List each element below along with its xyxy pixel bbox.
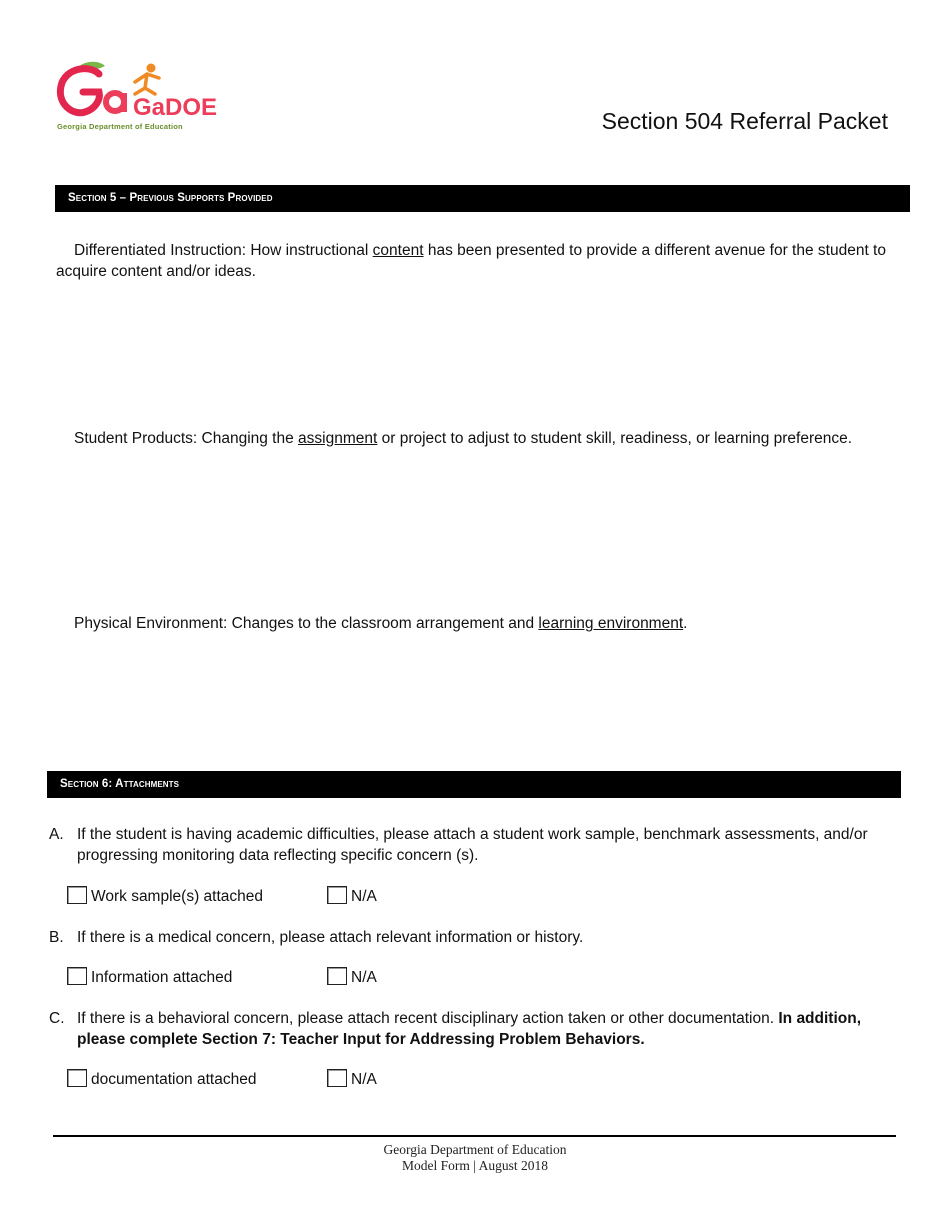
item-c-text	[77, 1008, 892, 1050]
item-b-na-checkbox[interactable]	[327, 967, 347, 985]
information-checkbox-row[interactable]	[67, 967, 232, 988]
environment-post: .	[683, 615, 688, 632]
information-label: Information attached	[91, 969, 233, 986]
item-b-body: If there is a medical concern, please attach relevant information or history.	[77, 929, 584, 946]
item-b-text	[77, 927, 892, 948]
differentiated-instruction-text	[56, 240, 886, 282]
footer-line1: Georgia Department of Education	[383, 1142, 567, 1157]
documentation-checkbox[interactable]	[67, 1069, 87, 1087]
item-a-text	[77, 824, 892, 866]
item-a-na-label: N/A	[351, 888, 377, 905]
content-term: content	[372, 242, 424, 259]
section5-heading: Section 5 – Previous Supports Provided	[55, 185, 910, 212]
products-pre: Student Products: Changing the	[74, 430, 299, 447]
differentiated-post: has been presented to provide a different avenue for the student to acquire content and/or ideas.	[56, 242, 886, 280]
gadoe-logo-mark	[55, 60, 218, 121]
assignment-term: assignment	[298, 430, 378, 447]
student-products-text	[74, 428, 914, 449]
item-b-letter: B.	[49, 929, 64, 946]
item-c-na-label: N/A	[351, 1071, 377, 1088]
documentation-label: documentation attached	[91, 1071, 257, 1088]
item-c-letter: C.	[49, 1010, 65, 1027]
physical-environment-text	[74, 613, 914, 634]
differentiated-pre: Differentiated Instruction: How instructional	[74, 242, 373, 259]
item-a-body: If the student is having academic difficulties, please attach a student work sample, benchmark assessments, and/or progressing monitoring data reflecting specific concern (s).	[77, 826, 868, 864]
document-title: Section 504 Referral Packet	[601, 108, 888, 134]
item-c-na-checkbox[interactable]	[327, 1069, 347, 1087]
item-b-na-checkbox-row[interactable]	[327, 967, 377, 988]
learning-environment-term: learning environment	[538, 615, 684, 632]
item-c-na-checkbox-row[interactable]	[327, 1069, 377, 1090]
work-sample-label: Work sample(s) attached	[91, 888, 263, 905]
products-post: or project to adjust to student skill, readiness, or learning preference.	[377, 430, 853, 447]
logo-text: GaDOE	[133, 94, 218, 121]
item-a-letter: A.	[49, 826, 64, 843]
item-b-na-label: N/A	[351, 969, 377, 986]
gadoe-logo	[55, 58, 218, 136]
item-c-body: If there is a behavioral concern, please attach recent disciplinary action taken or other documentation.	[77, 1010, 779, 1027]
item-a-na-checkbox[interactable]	[327, 886, 347, 904]
information-checkbox[interactable]	[67, 967, 87, 985]
environment-pre: Physical Environment: Changes to the classroom arrangement and	[74, 615, 539, 632]
logo-subtext: Georgia Department of Education	[57, 122, 183, 131]
section6-heading: Section 6: Attachments	[47, 771, 901, 798]
footer-divider	[53, 1135, 896, 1137]
work-sample-checkbox[interactable]	[67, 886, 87, 904]
footer-line2: Model Form | August 2018	[402, 1158, 548, 1173]
work-sample-checkbox-row[interactable]	[67, 886, 263, 907]
documentation-checkbox-row[interactable]	[67, 1069, 256, 1090]
item-c-bold-note: In addition, please complete Section 7: Teacher Input for Addressing Problem Behaviors.	[77, 1010, 862, 1048]
item-a-na-checkbox-row[interactable]	[327, 886, 377, 907]
